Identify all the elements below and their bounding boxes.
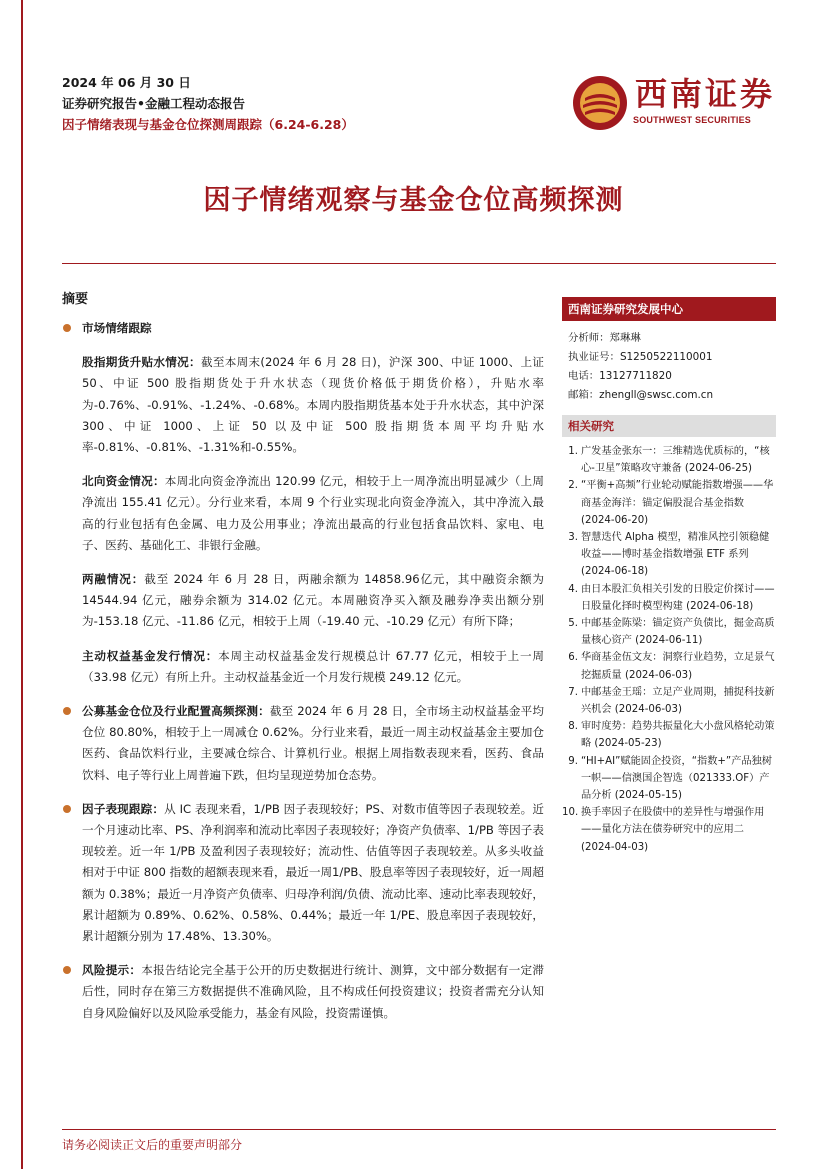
factor-text: 从 IC 表现来看，1/PB 因子表现较好；PS、对数市值等因子表现较差。近一个月速动比率、PS、净利润率和流动比率因子表现较好；净资产负债率、1/PB 等因子表现较差。近一年 1/PB 及盈利因子表现较好；流动性、估值等因子表现较差。从多头收益相对于中证 800 指数的超额表现来看，最近一周1/PB、股息率等因子表现较好，近一周超额为 0.38%；最近一月净资产负债率、归母净利润/负债、流动比率、速动比率表现较好，累计超额为 0.89%、0.62%、0.58%、0.44%；最近一年 1/PE、股息率因子表现较好，累计超额分别为 17.48%、13.30%。 bbox=[82, 801, 544, 944]
futures-paragraph bbox=[62, 352, 544, 458]
equity-text: 本周主动权益基金发行规模总计 67.77 亿元，相较于上一周（33.98 亿元）有所上升。主动权益基金近一个月发行规模 249.12 亿元。 bbox=[82, 648, 544, 684]
list-item-number: 10. bbox=[562, 807, 579, 819]
abstract-heading: 摘要 bbox=[62, 292, 89, 307]
list-item-number: 9. bbox=[568, 755, 578, 767]
list-item-number: 5. bbox=[568, 618, 578, 630]
list-item-number: 1. bbox=[568, 446, 578, 457]
margin-label: 两融情况： bbox=[82, 572, 145, 587]
bullet-dot-icon bbox=[63, 707, 71, 715]
list-item[interactable] bbox=[562, 649, 776, 683]
list-item[interactable] bbox=[562, 753, 776, 805]
risk-paragraph bbox=[62, 960, 544, 1024]
list-item-text: “平衡+高频”行业轮动赋能指数增强——华商基金海洋：锚定偏股混合基金指数 (2024-06-20) bbox=[581, 480, 774, 526]
factor-label: 因子表现跟踪： bbox=[82, 801, 165, 816]
list-item-text: 智慧迭代 Alpha 模型，精准风控引领稳健收益——博时基金指数增强 ETF 系列 (2024-06-18) bbox=[581, 532, 770, 578]
abstract-body bbox=[62, 318, 544, 1024]
list-item[interactable] bbox=[562, 684, 776, 718]
research-center-title: 西南证券研究发展中心 bbox=[562, 297, 776, 321]
analyst-license: 执业证号：S1250522110001 bbox=[568, 351, 713, 363]
list-item[interactable] bbox=[562, 718, 776, 752]
company-logo bbox=[571, 72, 776, 132]
margin-paragraph bbox=[62, 569, 544, 633]
page-title: 因子情绪观察与基金仓位高频探测 bbox=[203, 185, 624, 216]
related-research-list bbox=[562, 443, 776, 856]
list-item[interactable] bbox=[562, 443, 776, 477]
market-heading: 市场情绪跟踪 bbox=[82, 321, 152, 335]
north-text: 本周北向资金净流出 120.99 亿元，相较于上一周净流出明显减少（上周净流出 155.41 亿元）。分行业来看，本周 9 个行业实现北向资金净流入，其中净流入最高的行业包括有色金属、电力及公用事业；净流出最高的行业包括食品饮料、家电、电子、医药、基础化工、非银行金融。 bbox=[82, 474, 544, 552]
position-paragraph bbox=[62, 701, 544, 786]
analyst-email[interactable]: 邮箱：zhengll@swsc.com.cn bbox=[568, 389, 714, 401]
bullet-dot-icon bbox=[63, 805, 71, 813]
futures-text: 截至本周末(2024 年 6 月 28 日)，沪深 300、中证 1000、上证 50、中证 500 股指期货处于升水状态（现货价格低于期货价格），升贴水率为-0.76%、-0.91%、-1.24%、-0.68%。本周内股指期货基本处于升水状态，其中沪深 300、中证 1000、上证 50 以及中证 500 股指期货本周平均升贴水率-0.81%、-0.81%、-1.31%和-0.55%。 bbox=[82, 355, 544, 455]
list-item-number: 8. bbox=[568, 721, 578, 733]
list-item-text: “HI+AI”赋能固企投资，“指数+”产品独树一帜——信澳国企智选（021333.OF）产品分析 (2024-05-15) bbox=[581, 755, 772, 802]
list-item-text: 审时度势：趋势共振量化大小盘风格轮动策略 (2024-05-23) bbox=[581, 721, 775, 750]
analyst-name: 分析师：郑琳琳 bbox=[568, 332, 641, 344]
position-text: 截至 2024 年 6 月 28 日，全市场主动权益基金平均仓位 80.80%，相较于上一周减仓 0.62%。分行业来看，最近一周主动权益基金主要加仓医药、食品饮料行业，主要减仓综合、计算机行业。根据上周指数表现来看，医药、食品饮料、电子等行业上周普遍下跌，但均呈现逆势加仓态势。 bbox=[82, 704, 544, 782]
list-item-number: 4. bbox=[568, 583, 578, 595]
left-edge-rule bbox=[21, 0, 23, 1169]
report-header bbox=[62, 72, 482, 135]
sidebar bbox=[562, 297, 776, 856]
north-label: 北向资金情况： bbox=[82, 474, 165, 489]
list-item-number: 3. bbox=[568, 532, 578, 544]
list-item-text: 中邮基金陈梁：锚定资产负债比，掘金高质量核心资产 (2024-06-11) bbox=[581, 618, 775, 647]
report-series: 因子情绪表现与基金仓位探测周跟踪（6.24-6.28） bbox=[62, 117, 354, 132]
logo-emblem-icon bbox=[571, 74, 629, 132]
position-label: 公募基金仓位及行业配置高频探测： bbox=[82, 704, 270, 719]
analyst-phone: 电话：13127711820 bbox=[568, 370, 672, 382]
margin-text: 截至 2024 年 6 月 28 日，两融余额为 14858.96亿元，其中融资余额为 14544.94 亿元，融券余额为 314.02 亿元。本周融资净买入额及融券净卖出额分别为-153.18 亿元、-11.86 亿元，相较于上周（-19.40 元、-10.29 亿元）有所下降； bbox=[82, 572, 544, 629]
list-item-text: 广发基金张东一：三维精选优质标的，“核心-卫星”策略攻守兼备 (2024-06-25) bbox=[581, 446, 770, 475]
list-item-number: 6. bbox=[568, 652, 578, 664]
report-date: 2024 年 06 月 30 日 bbox=[62, 75, 191, 90]
list-item-number: 2. bbox=[568, 480, 578, 492]
list-item[interactable] bbox=[562, 615, 776, 649]
equity-paragraph bbox=[62, 646, 544, 688]
market-heading-item bbox=[62, 318, 544, 339]
list-item[interactable] bbox=[562, 477, 776, 529]
list-item[interactable] bbox=[562, 581, 776, 615]
title-divider bbox=[62, 263, 776, 264]
equity-label: 主动权益基金发行情况： bbox=[82, 648, 219, 663]
list-item[interactable] bbox=[562, 529, 776, 581]
logo-chinese-name: 西南证券 bbox=[635, 75, 776, 113]
bullet-dot-icon bbox=[63, 966, 71, 974]
risk-text: 本报告结论完全基于公开的历史数据进行统计、测算，文中部分数据有一定滞后性，同时存在第三方数据提供不准确风险，且不构成任何投资建议；投资者需充分认知自身风险偏好以及风险承受能力，基金有风险，投资需谨慎。 bbox=[82, 963, 544, 1020]
list-item-text: 中邮基金王瑶：立足产业周期，捕捉科技新兴机会 (2024-06-03) bbox=[581, 686, 775, 716]
list-item-text: 由日本股汇负相关引发的日股定价探讨——日股量化择时模型构建 (2024-06-18) bbox=[581, 583, 775, 612]
report-category: 证券研究报告•金融工程动态报告 bbox=[62, 96, 245, 111]
logo-english-name: SOUTHWEST SECURITIES bbox=[633, 115, 752, 125]
list-item-text: 换手率因子在股债中的差异性与增强作用——量化方法在债券研究中的应用二 (2024-04-03) bbox=[581, 807, 765, 853]
list-item-number: 7. bbox=[568, 686, 578, 698]
analyst-info bbox=[562, 321, 776, 405]
footer-divider bbox=[62, 1129, 776, 1130]
futures-label: 股指期货升贴水情况： bbox=[82, 355, 201, 370]
bullet-dot-icon bbox=[63, 324, 71, 332]
disclaimer-footer: 请务必阅读正文后的重要声明部分 bbox=[62, 1138, 243, 1152]
factor-paragraph bbox=[62, 799, 544, 947]
risk-label: 风险提示： bbox=[82, 963, 142, 978]
list-item[interactable] bbox=[562, 804, 776, 856]
related-research-title: 相关研究 bbox=[562, 415, 776, 437]
north-paragraph bbox=[62, 471, 544, 556]
list-item-text: 华商基金伍文友：洞察行业趋势，立足景气挖掘质量 (2024-06-03) bbox=[581, 652, 775, 681]
